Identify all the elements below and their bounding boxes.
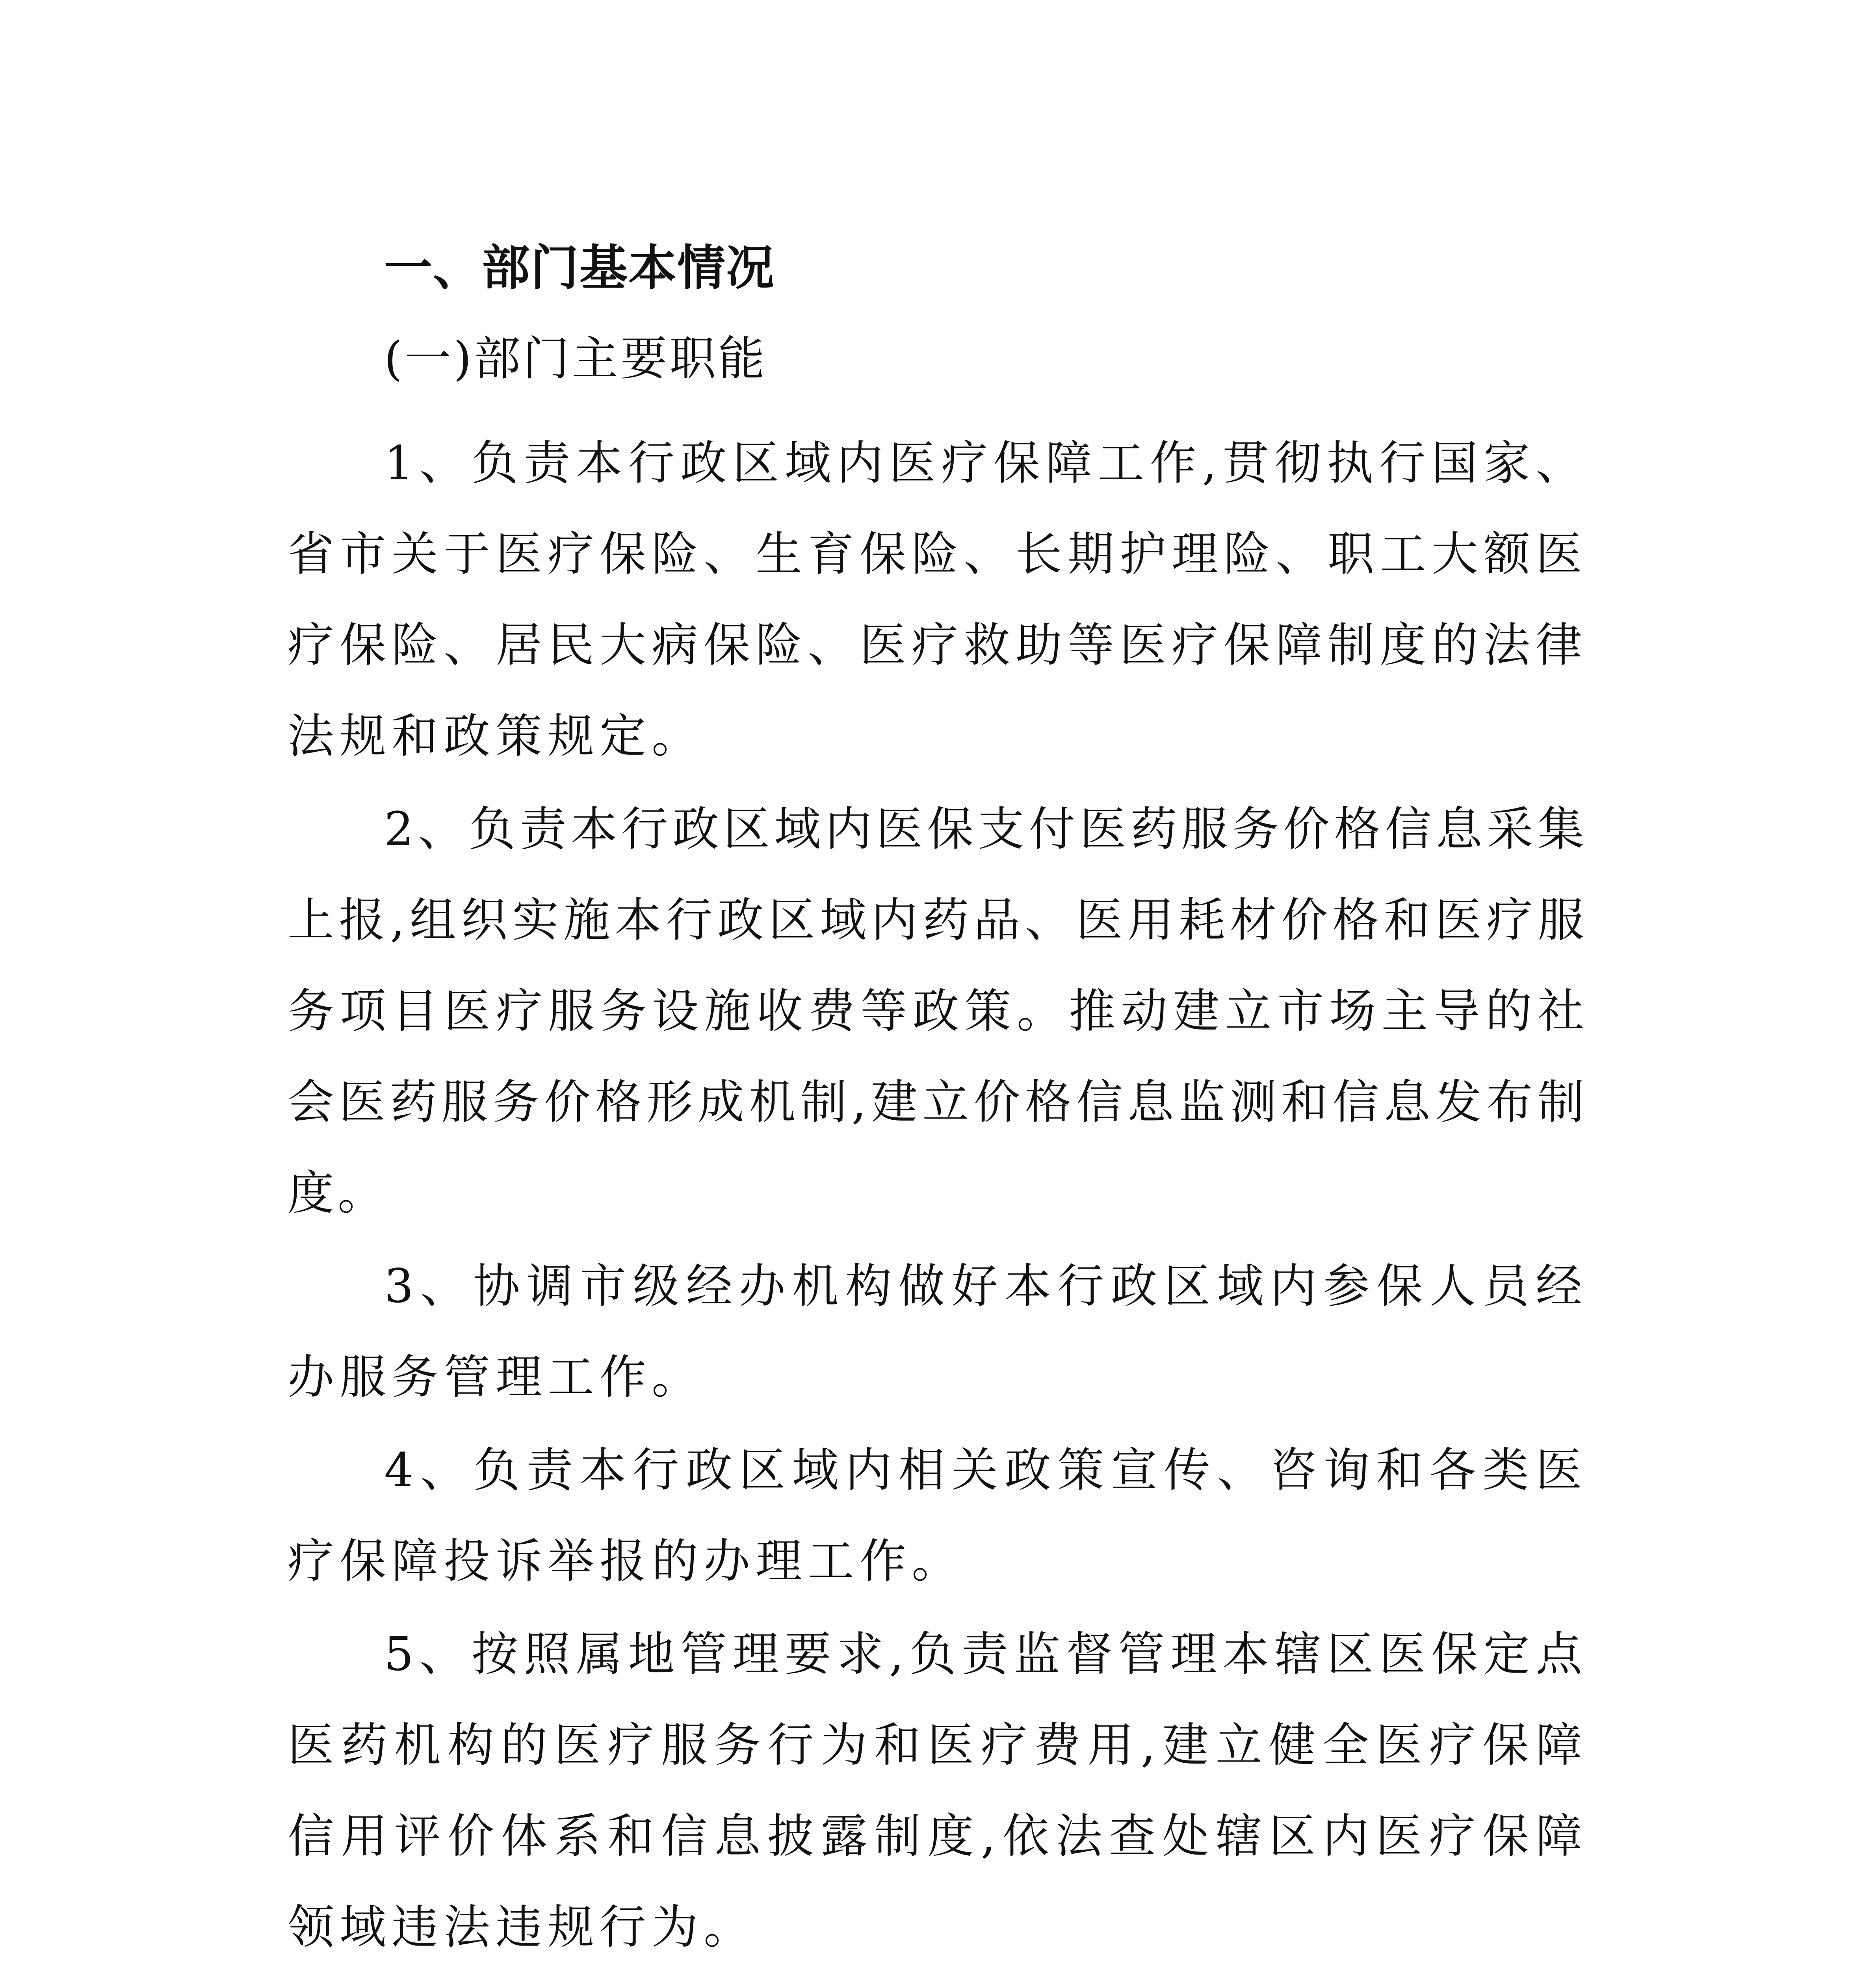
paragraph-duty-2: 2、负责本行政区域内医保支付医药服务价格信息采集上报,组织实施本行政区域内药品、医用耗材价格和医疗服务项目医疗服务设施收费等政策。推动建立市场主导的社会医药服务价格形成机制,建立价格信息监测和信息发布制度。 (288, 802, 1588, 1220)
paragraph-duty-3: 3、协调市级经办机构做好本行政区域内参保人员经办服务管理工作。 (288, 1259, 1588, 1404)
document-body (288, 236, 1588, 1970)
subsection-heading: (一)部门主要职能 (384, 331, 767, 386)
paragraph-duty-1: 1、负责本行政区域内医疗保障工作,贯彻执行国家、省市关于医疗保险、生育保险、长期护理险、职工大额医疗保险、居民大病保险、医疗救助等医疗保障制度的法律法规和政策规定。 (288, 436, 1588, 763)
paragraph-duty-5: 5、按照属地管理要求,负责监督管理本辖区医保定点医药机构的医疗服务行为和医疗费用,建立健全医疗保障信用评价体系和信息披露制度,依法查处辖区内医疗保障领域违法违规行为。 (288, 1627, 1588, 1954)
paragraph-duty-4: 4、负责本行政区域内相关政策宣传、咨询和各类医疗保障投诉举报的办理工作。 (288, 1443, 1588, 1588)
section-heading: 一、部门基本情况 (384, 240, 775, 296)
